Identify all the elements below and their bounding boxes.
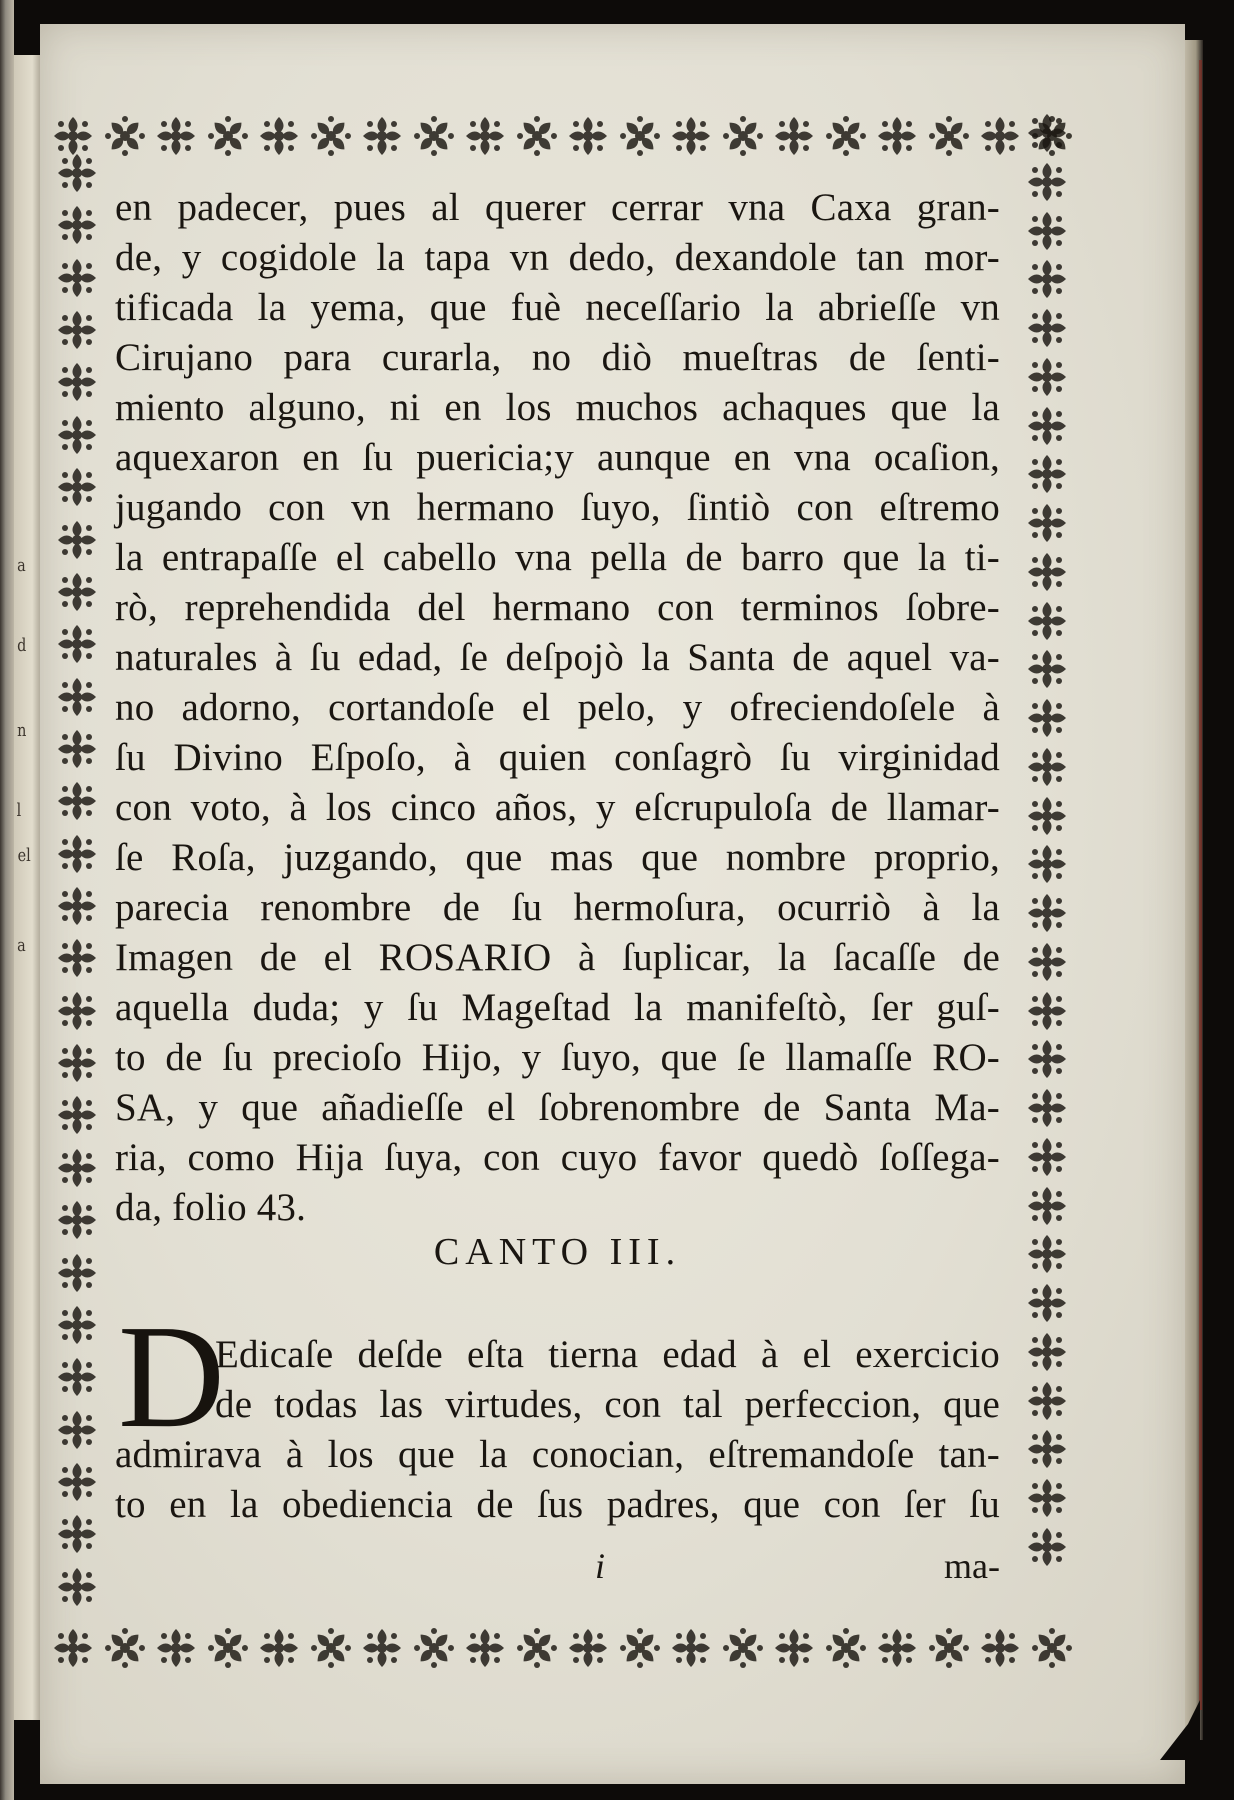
ornament-border-right: [1018, 110, 1076, 1570]
fleuron-ornament: [668, 1625, 714, 1671]
fleuron-ornament: [153, 113, 199, 159]
text-line: to en la obediencia de ſus padres, que con ſer ſu: [115, 1483, 1000, 1526]
text-line: ria, como Hija ſuya, con cuyo favor quedò ſoſſega-: [115, 1136, 1000, 1179]
fleuron-ornament: [54, 1145, 100, 1191]
fleuron-ornament: [205, 1625, 251, 1671]
fleuron-ornament: [54, 1197, 100, 1243]
gutter-letter: el: [17, 845, 31, 866]
fleuron-ornament: [54, 1459, 100, 1505]
fleuron-ornament: [308, 1625, 354, 1671]
gutter-letter: d: [17, 635, 27, 656]
fleuron-ornament: [54, 202, 100, 248]
fleuron-ornament: [1024, 1085, 1070, 1131]
body-text: [115, 183, 1000, 1233]
fleuron-ornament: [1024, 841, 1070, 887]
text-line: de, y cogidole la tapa vn dedo, dexandole tan mor-: [115, 236, 1000, 279]
fleuron-ornament: [54, 1040, 100, 1086]
fleuron-ornament: [1024, 939, 1070, 985]
ornament-border-bottom: [50, 1617, 1075, 1679]
text-line: ſe Roſa, juzgando, que mas que nombre proprio,: [115, 836, 1000, 879]
fleuron-ornament: [1024, 403, 1070, 449]
text-line: la entrapaſſe el cabello vna pella de barro que la ti-: [115, 536, 1000, 579]
drop-cap: D: [118, 1295, 225, 1459]
fleuron-ornament: [771, 1625, 817, 1671]
gutter-letter: n: [17, 720, 27, 741]
text-line: con voto, à los cinco años, y eſcrupuloſa de llamar-: [115, 786, 1000, 829]
fleuron-ornament: [54, 778, 100, 824]
fleuron-ornament: [1024, 1378, 1070, 1424]
fleuron-ornament: [926, 1625, 972, 1671]
fleuron-ornament: [874, 113, 920, 159]
text-line: to de ſu precioſo Hijo, y ſuyo, que ſe llamaſſe RO-: [115, 1036, 1000, 1079]
text-line: aquella duda; y ſu Mageſtad la manifeſtò, ſer guſ-: [115, 986, 1000, 1029]
fleuron-ornament: [54, 255, 100, 301]
signature-mark: i: [595, 1546, 606, 1586]
fleuron-ornament: [54, 1092, 100, 1138]
fleuron-ornament: [205, 113, 251, 159]
fleuron-ornament: [153, 1625, 199, 1671]
fleuron-ornament: [54, 674, 100, 720]
fleuron-ornament: [1024, 1134, 1070, 1180]
fleuron-ornament: [1024, 695, 1070, 741]
fleuron-ornament: [720, 113, 766, 159]
text-line: Imagen de el ROSARIO à ſuplicar, la ſacaſſe de: [115, 936, 1000, 979]
fleuron-ornament: [617, 1625, 663, 1671]
page-edge-red-stain: [1199, 60, 1202, 1710]
text-line: jugando con vn hermano ſuyo, ſintiò con eſtremo: [115, 486, 1000, 529]
fleuron-ornament: [1029, 1625, 1075, 1671]
page-footer: [115, 1545, 1000, 1595]
text-line: en padecer, pues al querer cerrar vna Caxa gran-: [115, 186, 1000, 229]
fleuron-ornament: [1024, 793, 1070, 839]
fleuron-ornament: [54, 831, 100, 877]
fleuron-ornament: [1024, 1280, 1070, 1326]
left-page-edge: [0, 0, 14, 1800]
fleuron-ornament: [1024, 1036, 1070, 1082]
text-line: naturales à ſu edad, ſe deſpojò la Santa de aquel va-: [115, 636, 1000, 679]
fleuron-ornament: [54, 569, 100, 615]
fleuron-ornament: [54, 988, 100, 1034]
text-line: Edicaſe deſde eſta tierna edad à el exercicio: [215, 1333, 1000, 1376]
text-line: tificada la yema, que fuè neceſſario la abrieſſe vn: [115, 286, 1000, 329]
fleuron-ornament: [54, 1302, 100, 1348]
fleuron-ornament: [668, 113, 714, 159]
fleuron-ornament: [1024, 208, 1070, 254]
fleuron-ornament: [1024, 256, 1070, 302]
fleuron-ornament: [359, 113, 405, 159]
text-line: Cirujano para curarla, no diò mueſtras de ſenti-: [115, 336, 1000, 379]
fleuron-ornament: [720, 1625, 766, 1671]
fleuron-ornament: [54, 517, 100, 563]
text-line: da, folio 43.: [115, 1186, 307, 1229]
fleuron-ornament: [54, 150, 100, 196]
fleuron-ornament: [359, 1625, 405, 1671]
fleuron-ornament: [771, 113, 817, 159]
fleuron-ornament: [54, 1250, 100, 1296]
fleuron-ornament: [411, 113, 457, 159]
fleuron-ornament: [1024, 500, 1070, 546]
fleuron-ornament: [54, 1511, 100, 1557]
fleuron-ornament: [1024, 110, 1070, 156]
fleuron-ornament: [54, 412, 100, 458]
fleuron-ornament: [54, 359, 100, 405]
fleuron-ornament: [1024, 1231, 1070, 1277]
ornament-border-top: [50, 105, 1075, 167]
fleuron-ornament: [977, 113, 1023, 159]
text-line: SA, y que añadieſſe el ſobrenombre de Santa Ma-: [115, 1086, 1000, 1129]
text-line: ſu Divino Eſpoſo, à quien conſagrò ſu virginidad: [115, 736, 1000, 779]
fleuron-ornament: [823, 113, 869, 159]
fleuron-ornament: [1024, 1329, 1070, 1375]
text-line: miento alguno, ni en los muchos achaques que la: [115, 386, 1000, 429]
fleuron-ornament: [514, 113, 560, 159]
fleuron-ornament: [50, 1625, 96, 1671]
fleuron-ornament: [462, 113, 508, 159]
fleuron-ornament: [308, 113, 354, 159]
fleuron-ornament: [1024, 305, 1070, 351]
fleuron-ornament: [54, 307, 100, 353]
fleuron-ornament: [54, 464, 100, 510]
fleuron-ornament: [514, 1625, 560, 1671]
fleuron-ornament: [411, 1625, 457, 1671]
text-line: admirava à los que la conocian, eſtremandoſe tan-: [115, 1433, 1000, 1476]
fleuron-ornament: [1024, 646, 1070, 692]
chapter-heading: CANTO III.: [433, 1231, 682, 1273]
text-line: no adorno, cortandoſe el pelo, y ofreciendoſele à: [115, 686, 1000, 729]
fleuron-ornament: [54, 1564, 100, 1610]
fleuron-ornament: [54, 883, 100, 929]
fleuron-ornament: [565, 113, 611, 159]
fleuron-ornament: [54, 621, 100, 667]
gutter-letter: a: [17, 935, 26, 956]
fleuron-ornament: [1024, 451, 1070, 497]
fleuron-ornament: [565, 1625, 611, 1671]
fleuron-ornament: [1024, 1183, 1070, 1229]
fleuron-ornament: [1024, 549, 1070, 595]
fleuron-ornament: [926, 113, 972, 159]
fleuron-ornament: [1024, 354, 1070, 400]
fleuron-ornament: [54, 1354, 100, 1400]
fleuron-ornament: [1024, 159, 1070, 205]
fleuron-ornament: [874, 1625, 920, 1671]
catchword: ma-: [944, 1546, 1000, 1586]
fleuron-ornament: [1024, 988, 1070, 1034]
facing-page-sliver: [14, 55, 41, 1720]
fleuron-ornament: [617, 113, 663, 159]
fleuron-ornament: [54, 1407, 100, 1453]
second-paragraph: [115, 1330, 1000, 1530]
text-line: aquexaron en ſu puericia;y aunque en vna ocaſion,: [115, 436, 1000, 479]
fleuron-ornament: [977, 1625, 1023, 1671]
ornament-border-left: [48, 150, 106, 1610]
fleuron-ornament: [256, 1625, 302, 1671]
gutter-letter: l: [16, 800, 22, 821]
fleuron-ornament: [1024, 598, 1070, 644]
fleuron-ornament: [1024, 890, 1070, 936]
text-line: parecia renombre de ſu hermoſura, ocurriò à la: [115, 886, 1000, 929]
fleuron-ornament: [102, 1625, 148, 1671]
fleuron-ornament: [462, 1625, 508, 1671]
fleuron-ornament: [1024, 744, 1070, 790]
text-line: rò, reprehendida del hermano con terminos ſobre-: [115, 586, 1000, 629]
gutter-letter: a: [17, 555, 26, 576]
fleuron-ornament: [1024, 1426, 1070, 1472]
fleuron-ornament: [823, 1625, 869, 1671]
text-line: de todas las virtudes, con tal perfeccion, que: [215, 1383, 1000, 1426]
fleuron-ornament: [1024, 1475, 1070, 1521]
fleuron-ornament: [102, 113, 148, 159]
fleuron-ornament: [1024, 1524, 1070, 1570]
fleuron-ornament: [54, 935, 100, 981]
fleuron-ornament: [54, 726, 100, 772]
fleuron-ornament: [256, 113, 302, 159]
